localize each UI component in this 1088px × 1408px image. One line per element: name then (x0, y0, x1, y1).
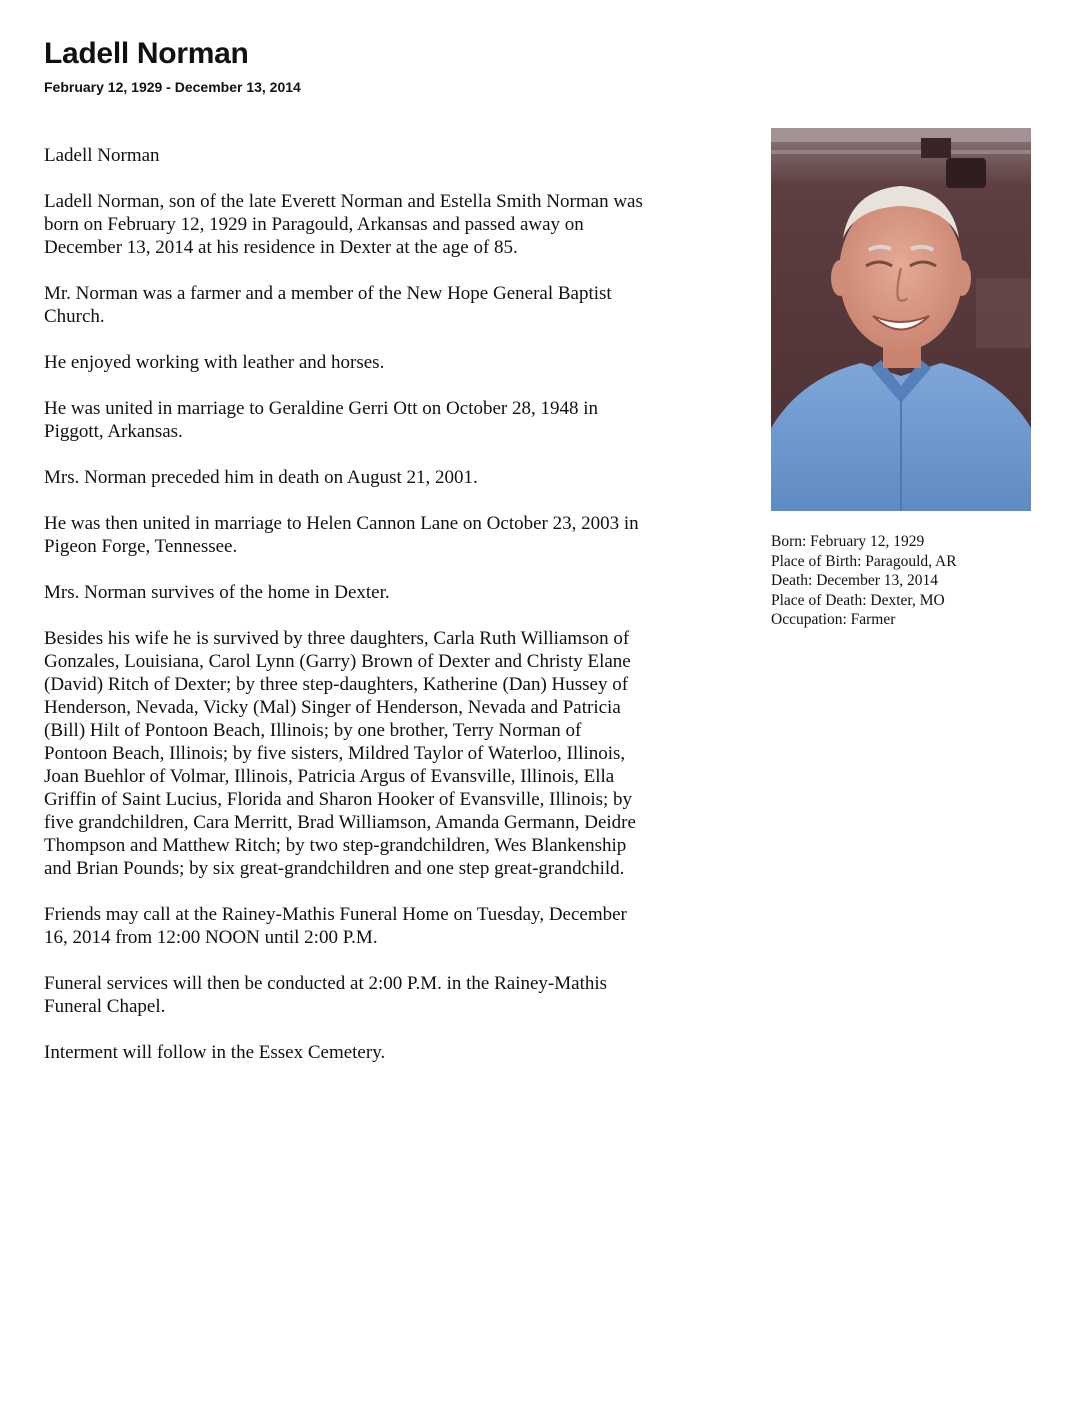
obituary-paragraph: He enjoyed working with leather and horses. (44, 352, 385, 373)
fact-born: Born: February 12, 1929 (771, 533, 925, 550)
obituary-paragraph: Mrs. Norman preceded him in death on August 21, 2001. (44, 467, 478, 488)
obituary-paragraph: Mrs. Norman survives of the home in Dexter. (44, 582, 390, 603)
fact-place-of-birth: Place of Birth: Paragould, AR (771, 552, 957, 570)
obituary-paragraph: He was then united in marriage to Helen Cannon Lane on October 23, 2003 in Pigeon Forge, Tennessee. (44, 513, 639, 557)
obituary-text (44, 144, 734, 1087)
obituary-paragraph: Interment will follow in the Essex Cemetery. (44, 1042, 386, 1063)
vital-facts (771, 532, 1071, 630)
obituary-paragraph: Mr. Norman was a farmer and a member of the New Hope General Baptist Church. (44, 283, 612, 327)
life-dates: February 12, 1929 - December 13, 2014 (44, 79, 301, 95)
obituary-paragraph: Funeral services will then be conducted at 2:00 P.M. in the Rainey-Mathis Funeral Chapel. (44, 973, 608, 1017)
portrait-photo (771, 128, 1031, 511)
fact-occupation: Occupation: Farmer (771, 611, 896, 629)
obituary-paragraph: Friends may call at the Rainey-Mathis Funeral Home on Tuesday, December 16, 2014 from 12:00 NOON until 2:00 P.M. (44, 904, 627, 948)
page-title: Ladell Norman (44, 37, 249, 70)
portrait-illustration (771, 128, 1031, 511)
obituary-paragraph: Ladell Norman (44, 145, 160, 166)
obituary-paragraph: Ladell Norman, son of the late Everett Norman and Estella Smith Norman was born on February 12, 1929 in Paragould, Arkansas and passed away on December 13, 2014 at his residence in Dexter at the age of 85. (44, 191, 643, 258)
fact-death: Death: December 13, 2014 (771, 572, 938, 590)
fact-place-of-death: Place of Death: Dexter, MO (771, 591, 945, 609)
obituary-paragraph: Besides his wife he is survived by three daughters, Carla Ruth Williamson of Gonzales, Louisiana, Carol Lynn (Garry) Brown of Dexter and Christy Elane (David) Ritch of Dexter; by three step-daughters, Katherine (Dan) Hussey of Henderson, Nevada, Vicky (Mal) Singer of Henderson, Nevada and Patricia (Bill) Hilt of Pontoon Beach, Illinois; by one brother, Terry Norman of Pontoon Beach, Illinois; by five sisters, Mildred Taylor of Waterloo, Illinois, Joan Buehlor of Volmar, Illinois, Patricia Argus of Evansville, Illinois, Ella Griffin of Saint Lucius, Florida and Sharon Hooker of Evansville, Illinois; by five grandchildren, Cara Merritt, Brad Williamson, Amanda Germann, Deidre Thompson and Matthew Ritch; by two step-grandchildren, Wes Blankenship and Brian Pounds; by six great-grandchildren and one step great-grandchild. (44, 628, 636, 879)
obituary-paragraph: He was united in marriage to Geraldine Gerri Ott on October 28, 1948 in Piggott, Arkansas. (44, 398, 599, 442)
